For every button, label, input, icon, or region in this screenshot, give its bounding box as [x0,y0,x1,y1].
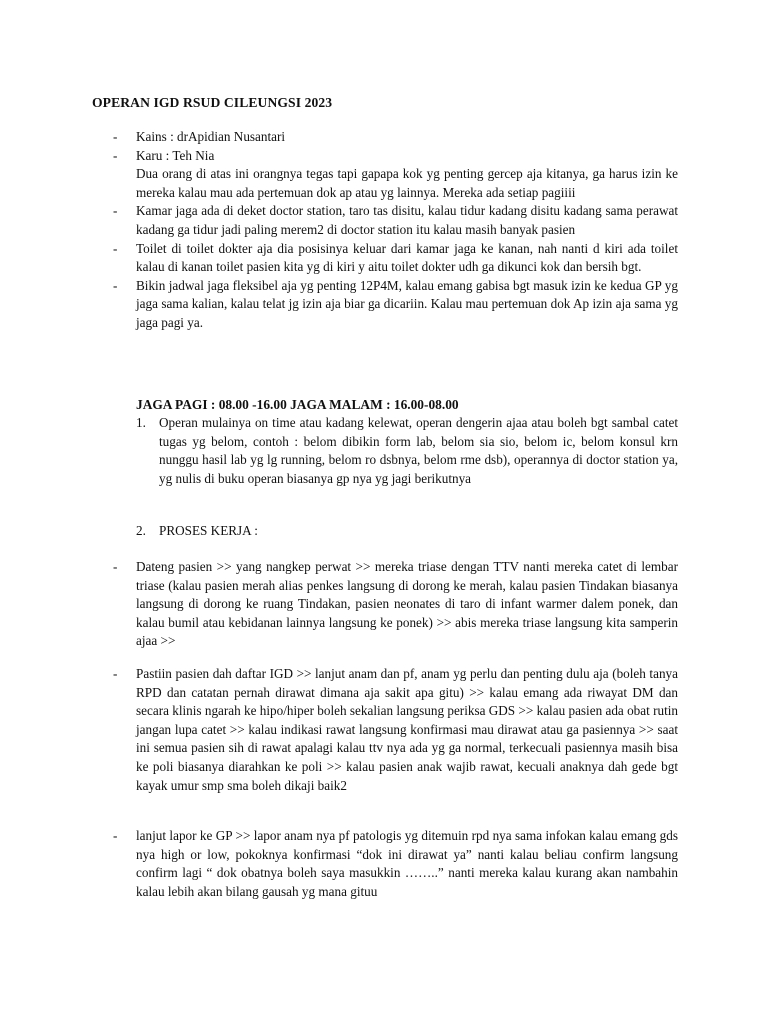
item-text: Toilet di toilet dokter aja dia posisinya keluar dari kamar jaga ke kanan, nah nanti d kiri ada toilet kalau di kanan toilet pasien kita yg di kiri y aitu toilet dokter udh ga dikunci kok dan bersih bgt. [136,240,678,275]
bullet-dash: - [113,203,118,219]
bullet-dash: - [113,666,118,681]
proses-list-1 [0,558,768,651]
bullet-dash: - [113,828,118,843]
list-item [0,240,768,277]
item-text: Operan mulainya on time atau kadang kelewat, operan dengerin ajaa atau boleh bgt sambal catet tugas yg belom, contoh : belom dibikin form lab, belom sia sio, belom ic, belom konsul krn nunggu hasil lab yg lg running, belom ro dsbnya, belom rme dsb), operannya di doctor station ya, yg nulis di buku operan biasanya gp nya yg jagi berikutnya [159,415,678,486]
numbered-list [0,414,768,488]
list-item [0,665,768,795]
item-number: 2. [136,523,146,538]
list-item [0,147,768,166]
bullet-dash: - [113,129,118,144]
intro-list [0,128,768,333]
karu-text: Karu : Teh Nia [136,147,215,163]
list-item [0,128,768,147]
item-text: lanjut lapor ke GP >> lapor anam nya pf patologis yg ditemuin rpd nya sama infokan kalau emang gds nya high or low, pokoknya konfirmasi “dok ini dirawat ya” nanti kalau beliau confirm langsung confirm lagi “ dok obatnya boleh saya masukkin ……..” nanti mereka kalau kurang akan nambahin kalau lebih akan bilang gausah yg mana gituu [136,828,678,899]
item-text: Dateng pasien >> yang nangkep perwat >> mereka triase dengan TTV nanti mereka catet di lembar triase (kalau pasien merah alias penkes langsung di dorong ke merah, kalau pasien Tindakan biasanya langsung di dorong ke ruang Tindakan, pasien neonates di taro di infant warmer dalem ponek, dan kalau bumil atau kebidanan lainnya langsung ke ponek) >> abis mereka triase langsung kita samperin ajaa >> [136,559,678,649]
shift-heading: JAGA PAGI : 08.00 -16.00 JAGA MALAM : 16.00-08.00 [136,397,459,412]
bullet-dash: - [113,277,118,293]
numbered-item [0,414,768,488]
document-title: OPERAN IGD RSUD CILEUNGSI 2023 [92,95,333,110]
kains-text: Kains : drApidian Nusantari [136,129,286,144]
bullet-dash: - [113,240,118,256]
item-text: PROSES KERJA : [159,523,258,538]
item-text: Pastiin pasien dah daftar IGD >> lanjut anam dan pf, anam yg perlu dan penting dulu aja (boleh tanya RPD dan catatan pernah dirawat dimana aja sakit apa gitu) >> kalau emang ada riwayat DM dan secara klinis ngarah ke hipo/hiper boleh sekalian langsung periksa GDS >> kalau pasien ada obat rutin jangan lupa catet >> kalau indikasi rawat langsung konfirmasi mau dirawat atau ga pasiennya >> saat ini semua pasien sih di rawat apalagi kalau ttv nya ada yg ga normal, terkecuali pasiennya masih bisa ke poli biasanya diarahkan ke poli >> kalau pasien anak wajib rawat, kecuali anaknya dah gede bgt kayak umur smp sma boleh dikaji baik2 [136,666,678,793]
proses-list-3 [0,827,768,901]
bullet-dash: - [113,147,118,163]
item-text: Bikin jadwal jaga fleksibel aja yg penting 12P4M, kalau emang gabisa bgt masuk izin ke kedua GP yg jaga sama kalian, kalau telat jg izin aja biar ga dicariin. Kalau mau pertemuan dok Ap izin aja sama yg jaga pagi ya. [136,277,678,330]
list-item [0,558,768,651]
list-item [0,827,768,901]
list-item [0,277,768,333]
bullet-dash: - [113,559,118,574]
numbered-item [0,522,768,541]
proses-list-2 [0,665,768,795]
item-number: 1. [136,415,146,430]
karu-note: Dua orang di atas ini orangnya tegas tapi gapapa kok yg penting gercep aja kitanya, ga harus izin ke mereka kalau mau ada pertemuan dok ap atau yg lainnya. Mereka ada setiap pagiiii [136,166,678,200]
item-text: Kamar jaga ada di deket doctor station, taro tas disitu, kalau tidur kadang disitu kadang sama perawat kadang ga tidur jadi paling merem2 di doctor station itu kalau masih banyak pasien [136,203,678,237]
list-item [0,202,768,239]
numbered-list-2 [0,522,768,541]
